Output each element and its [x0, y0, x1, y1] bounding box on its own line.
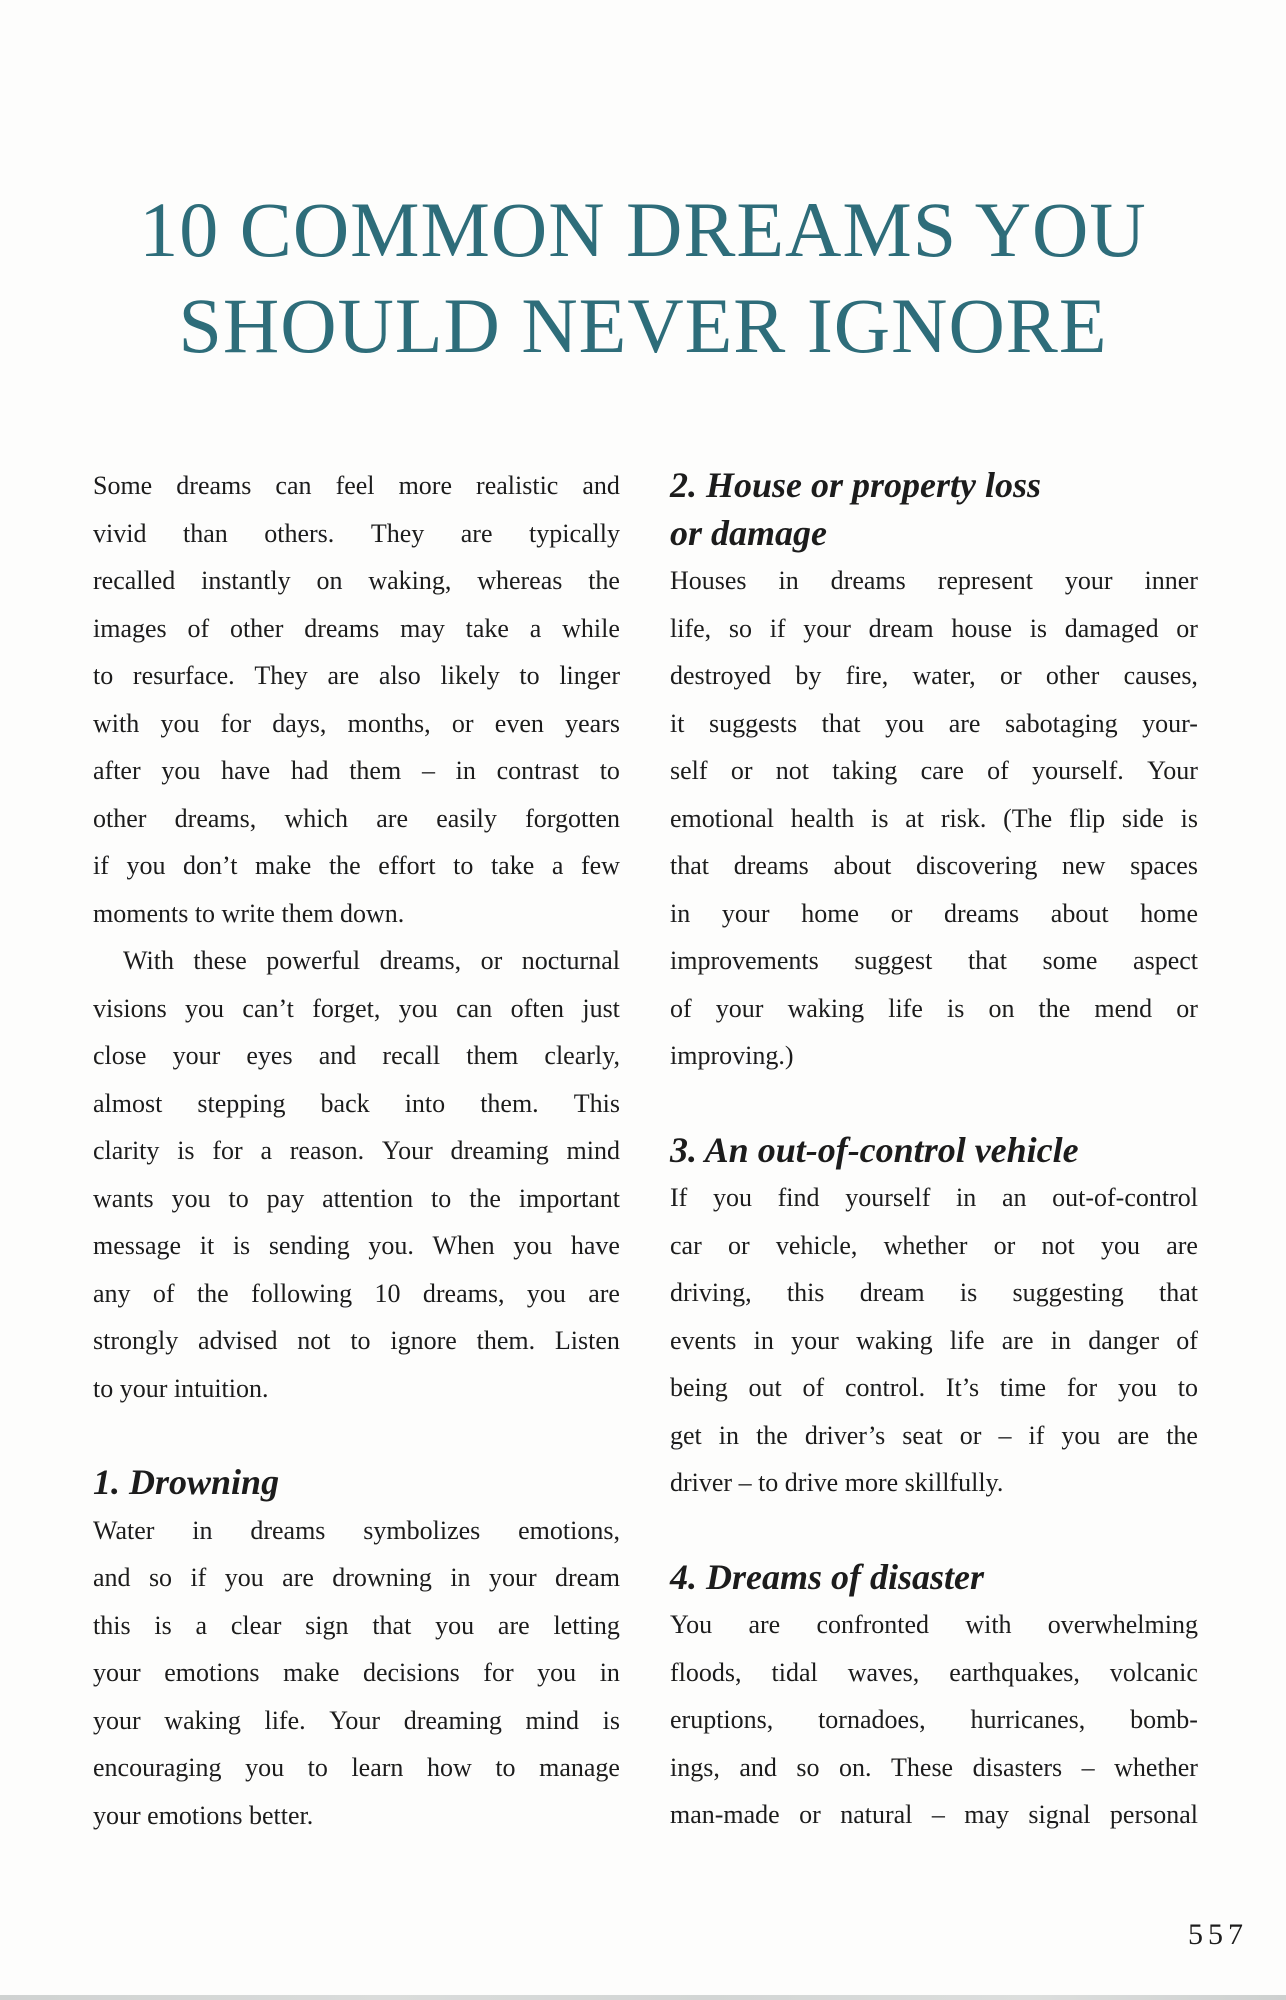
text-line: strongly advised not to ignore them. Listen	[93, 1326, 620, 1355]
text-line: ings, and so on. These disasters – whether	[670, 1752, 1198, 1782]
text-line: to your intuition.	[93, 1373, 269, 1403]
text-line: your emotions better.	[93, 1800, 314, 1830]
text-line: floods, tidal waves, earthquakes, volcanic	[670, 1657, 1198, 1687]
text-line: other dreams, which are easily forgotten	[93, 803, 620, 833]
text-line: wants you to pay attention to the important	[93, 1183, 620, 1213]
section-heading	[670, 1554, 1198, 1602]
text-line: encouraging you to learn how to manage	[93, 1753, 620, 1782]
text-line: this is a clear sign that you are letting	[93, 1610, 620, 1640]
text-line: Water in dreams symbolizes emotions,	[93, 1515, 620, 1545]
paragraph	[670, 557, 1198, 1080]
text-line: of your waking life is on the mend or	[670, 993, 1198, 1023]
scan-bottom-edge	[0, 1995, 1286, 2000]
text-line: driver – to drive more skillfully.	[670, 1468, 1004, 1497]
text-line: get in the driver’s seat or – if you are the	[670, 1420, 1198, 1450]
text-line: You are confronted with overwhelming	[670, 1610, 1198, 1639]
text-line: Some dreams can feel more realistic and	[93, 471, 620, 500]
text-line: moments to write them down.	[93, 898, 405, 928]
heading-line: 3. An out-of-control vehicle	[670, 1129, 1079, 1170]
paragraph	[670, 1601, 1198, 1839]
text-line: almost stepping back into them. This	[93, 1088, 620, 1118]
paragraph	[93, 937, 620, 1412]
text-line: in your home or dreams about home	[670, 898, 1198, 928]
text-line: recalled instantly on waking, whereas the	[93, 566, 620, 595]
text-line: if you don’t make the effort to take a few	[93, 851, 620, 880]
text-line: self or not taking care of yourself. Your	[670, 756, 1198, 785]
text-line: With these powerful dreams, or nocturnal	[123, 946, 620, 975]
chapter-title	[0, 182, 1286, 374]
text-line: your emotions make decisions for you in	[93, 1658, 620, 1687]
text-line: life, so if your dream house is damaged or	[670, 613, 1198, 643]
text-line: being out of control. It’s time for you to	[670, 1373, 1198, 1402]
text-line: message it is sending you. When you have	[93, 1231, 620, 1260]
chapter-title-line: 10 COMMON DREAMS YOU	[139, 186, 1147, 273]
chapter-title-line: SHOULD NEVER IGNORE	[178, 282, 1108, 369]
text-line: eruptions, tornadoes, hurricanes, bomb-	[670, 1705, 1198, 1734]
paragraph	[93, 462, 620, 937]
heading-line: 4. Dreams of disaster	[670, 1556, 984, 1597]
left-column	[93, 462, 620, 1839]
text-line: that dreams about discovering new spaces	[670, 851, 1198, 880]
text-line: and so if you are drowning in your dream	[93, 1563, 620, 1592]
text-line: Houses in dreams represent your inner	[670, 566, 1198, 595]
heading-line: or damage	[670, 512, 827, 553]
text-line: any of the following 10 dreams, you are	[93, 1278, 620, 1308]
text-line: events in your waking life are in danger of	[670, 1325, 1198, 1355]
text-line: with you for days, months, or even years	[93, 708, 620, 738]
heading-line: 1. Drowning	[93, 1462, 280, 1502]
right-column	[670, 462, 1198, 1839]
text-line: man-made or natural – may signal personal	[670, 1800, 1198, 1829]
section-heading	[670, 462, 1198, 557]
text-line: emotional health is at risk. (The flip side is	[670, 803, 1198, 833]
section-heading	[670, 1127, 1198, 1175]
text-line: If you find yourself in an out-of-control	[670, 1183, 1198, 1212]
text-line: close your eyes and recall them clearly,	[93, 1041, 620, 1070]
page-number: 557	[1188, 1918, 1248, 1951]
paragraph	[670, 1174, 1198, 1507]
text-line: improving.)	[670, 1041, 794, 1070]
text-line: your waking life. Your dreaming mind is	[93, 1705, 620, 1735]
text-line: destroyed by fire, water, or other causes,	[670, 661, 1198, 690]
text-line: improvements suggest that some aspect	[670, 946, 1198, 975]
text-line: clarity is for a reason. Your dreaming mind	[93, 1136, 620, 1165]
text-line: after you have had them – in contrast to	[93, 756, 620, 785]
text-line: to resurface. They are also likely to linger	[93, 661, 620, 690]
text-line: visions you can’t forget, you can often just	[93, 993, 620, 1023]
text-line: driving, this dream is suggesting that	[670, 1278, 1198, 1307]
section-heading	[93, 1459, 620, 1507]
text-line: vivid than others. They are typically	[93, 518, 620, 548]
paragraph	[93, 1507, 620, 1840]
text-line: it suggests that you are sabotaging your-	[670, 708, 1198, 738]
heading-line: 2. House or property loss	[670, 465, 1042, 505]
text-line: car or vehicle, whether or not you are	[670, 1230, 1198, 1260]
text-line: images of other dreams may take a while	[93, 613, 620, 643]
